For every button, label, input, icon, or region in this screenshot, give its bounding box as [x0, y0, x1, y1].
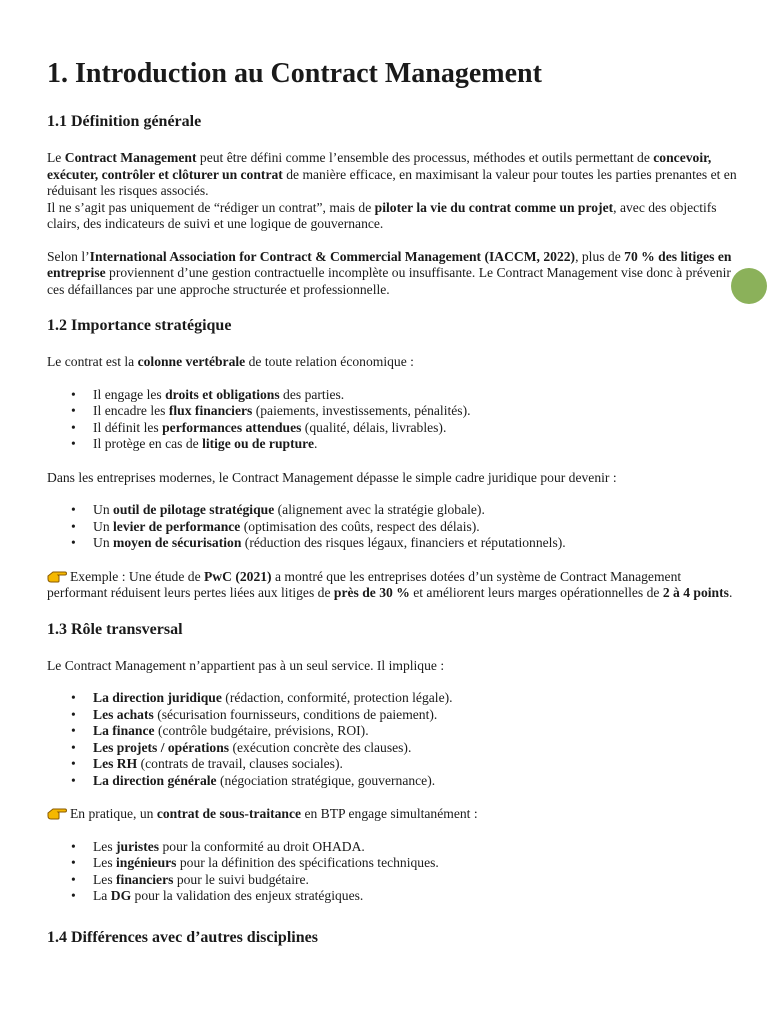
pointing-hand-icon: [47, 806, 67, 820]
text-run: Les: [93, 871, 117, 887]
bold-text: ingénieurs: [116, 855, 177, 870]
text-run: Un: [93, 518, 114, 534]
paragraph-definition: [47, 150, 737, 200]
text-run: (qualité, délais, livrables).: [301, 419, 447, 435]
text-run: pour la conformité au droit OHADA.: [159, 838, 365, 854]
bold-text: Les RH: [93, 756, 138, 771]
bullet-dot-icon: •: [71, 756, 76, 771]
bullet-dot-icon: •: [71, 855, 76, 870]
list-stakeholders: [47, 839, 737, 905]
list-item: [71, 706, 737, 724]
list-item: [71, 386, 737, 404]
bold-text: PwC (2021): [204, 568, 272, 584]
text-run: (rédaction, conformité, protection légale).: [221, 690, 453, 705]
paragraph-iaccm: [47, 249, 737, 299]
list-item: [71, 871, 737, 889]
text-run: .: [728, 585, 733, 600]
bullet-dot-icon: •: [71, 838, 76, 854]
paragraph-practice-btp: [47, 806, 737, 823]
bullet-dot-icon: •: [71, 502, 76, 517]
text-run: (négociation stratégique, gouvernance).: [216, 772, 436, 788]
example-text: [47, 569, 732, 601]
bullet-dot-icon: •: [71, 535, 76, 550]
text-run: Dans les entreprises modernes, le Contract Management dépasse le simple cadre juridique pour devenir :: [47, 469, 617, 485]
list-item: [71, 772, 737, 790]
bold-text: contrat de sous-traitance: [156, 806, 302, 821]
text-run: Le: [47, 150, 65, 165]
bold-text: piloter la vie du contrat comme un projet: [374, 199, 614, 215]
bold-text: DG: [110, 888, 132, 903]
bullet-dot-icon: •: [71, 706, 76, 722]
bold-text: près de 30 %: [333, 585, 410, 600]
text-run: (réduction des risques légaux, financiers et réputationnels).: [241, 535, 566, 550]
bold-text: 2 à 4 points: [662, 585, 729, 600]
text-run: Selon l’: [47, 248, 90, 264]
text-run: (optimisation des coûts, respect des délais).: [240, 518, 480, 534]
text-run: Un: [93, 502, 114, 517]
bold-text: colonne vertébrale: [137, 354, 246, 369]
text-run: Il protège en cas de: [93, 436, 203, 451]
list-item: [71, 888, 737, 905]
bold-text: levier de performance: [113, 518, 241, 534]
text-run: Il définit les: [93, 419, 163, 435]
bold-text: La direction générale: [93, 772, 217, 788]
section-heading-1-3: 1.3 Rôle transversal: [47, 620, 183, 638]
text-run: en BTP engage simultanément :: [301, 806, 478, 821]
paragraph-transversal: [47, 658, 737, 675]
text-run: et améliorent leurs marges opérationnelles de: [409, 585, 663, 600]
text-run: La: [93, 888, 111, 903]
bold-text: International Association for Contract & Commercial Management (IACCM, 2022): [89, 248, 576, 264]
text-run: pour le suivi budgétaire.: [173, 871, 309, 887]
text-run: a montré que les entreprises dotées d’un système de Contract Management performant réduisent leurs pertes liées aux litiges de: [47, 568, 682, 600]
bullet-dot-icon: •: [71, 871, 76, 887]
bold-text: outil de pilotage stratégique: [113, 502, 275, 517]
text-run: proviennent d’une gestion contractuelle incomplète ou insuffisante. Le Contract Management vise donc à prévenir ces défaillances par une approche structurée et professionnelle.: [47, 265, 731, 297]
paragraph-example-pwc: [47, 569, 737, 602]
text-run: (contrats de travail, clauses sociales).: [137, 756, 343, 771]
bold-text: performances attendues: [162, 419, 302, 435]
text-run: (alignement avec la stratégie globale).: [274, 502, 485, 517]
list-item: [71, 502, 737, 519]
text-run: des parties.: [279, 386, 345, 402]
text-run: Les: [93, 855, 117, 870]
bullet-dot-icon: •: [71, 419, 76, 435]
section-heading-1-2: 1.2 Importance stratégique: [47, 317, 232, 334]
bold-text: 70 % des litiges en entreprise: [47, 248, 732, 280]
list-item: [71, 756, 737, 773]
list-item: [71, 723, 737, 740]
paragraph-not-only-drafting: [47, 200, 737, 233]
bullet-dot-icon: •: [71, 403, 76, 418]
text-run: Il encadre les: [93, 403, 169, 418]
text-run: de toute relation économique :: [245, 354, 414, 369]
list-item: [71, 436, 737, 453]
bullet-dot-icon: •: [71, 739, 76, 755]
bold-text: flux financiers: [168, 403, 253, 418]
bold-text: Les achats: [93, 706, 154, 722]
bold-text: moyen de sécurisation: [113, 535, 242, 550]
list-strategic-tools: [47, 502, 737, 552]
text-run: Un: [93, 535, 114, 550]
page-title: 1. Introduction au Contract Management: [47, 58, 542, 89]
bold-text: concevoir, exécuter, contrôler et clôturer un contrat: [47, 150, 712, 182]
text-run: (exécution concrète des clauses).: [229, 739, 412, 755]
practice-text: [70, 806, 478, 821]
text-run: Le Contract Management n’appartient pas à un seul service. Il implique :: [47, 657, 445, 673]
text-run: Il engage les: [93, 386, 166, 402]
list-item: [71, 535, 737, 552]
document-page: [47, 56, 737, 966]
bold-text: La finance: [93, 723, 155, 738]
text-run: pour la définition des spécifications techniques.: [176, 855, 439, 870]
text-run: En pratique, un: [70, 806, 157, 821]
bullet-dot-icon: •: [71, 772, 76, 788]
text-run: peut être défini comme l’ensemble des processus, méthodes et outils permettant de: [196, 150, 654, 165]
section-heading-1-1: 1.1 Définition générale: [47, 113, 202, 130]
bold-text: droits et obligations: [165, 386, 280, 402]
bullet-dot-icon: •: [71, 690, 76, 705]
list-contract-roles: [47, 387, 737, 453]
paragraph-modern-companies: [47, 470, 737, 487]
bold-text: litige ou de rupture: [202, 436, 314, 451]
pointing-hand-icon: [47, 569, 67, 583]
bullet-dot-icon: •: [71, 723, 76, 738]
bold-text: financiers: [116, 871, 174, 887]
bold-text: Contract Management: [64, 150, 197, 165]
list-item: [71, 690, 737, 707]
text-run: Les: [93, 838, 117, 854]
text-run: .: [313, 436, 318, 451]
text-run: (sécurisation fournisseurs, conditions de paiement).: [153, 706, 438, 722]
list-item: [71, 838, 737, 856]
bullet-dot-icon: •: [71, 386, 76, 402]
text-run: de manière efficace, en maximisant la valeur pour toutes les parties prenantes et en réduisant les risques associés.: [47, 166, 737, 198]
list-item: [71, 739, 737, 757]
text-run: , plus de: [575, 248, 625, 264]
paragraph-backbone: [47, 354, 737, 371]
bullet-dot-icon: •: [71, 436, 76, 451]
list-departments: [47, 690, 737, 789]
bold-text: La direction juridique: [93, 690, 222, 705]
bullet-dot-icon: •: [71, 518, 76, 534]
list-item: [71, 855, 737, 872]
text-run: Le contrat est la: [47, 354, 138, 369]
text-run: , avec des objectifs clairs, des indicateurs de suivi et une logique de gouvernance.: [47, 199, 717, 231]
text-run: (paiements, investissements, pénalités).: [252, 403, 471, 418]
text-run: (contrôle budgétaire, prévisions, ROI).: [154, 723, 369, 738]
bullet-dot-icon: •: [71, 888, 76, 903]
text-run: Il ne s’agit pas uniquement de “rédiger un contrat”, mais de: [47, 199, 375, 215]
section-heading-1-4: 1.4 Différences avec d’autres disciplines: [47, 928, 318, 946]
list-item: [71, 403, 737, 420]
text-run: Exemple : Une étude de: [70, 568, 204, 584]
bold-text: Les projets / opérations: [93, 739, 230, 755]
bold-text: juristes: [116, 838, 160, 854]
list-item: [71, 419, 737, 437]
text-run: pour la validation des enjeux stratégiques.: [131, 888, 364, 903]
list-item: [71, 518, 737, 536]
